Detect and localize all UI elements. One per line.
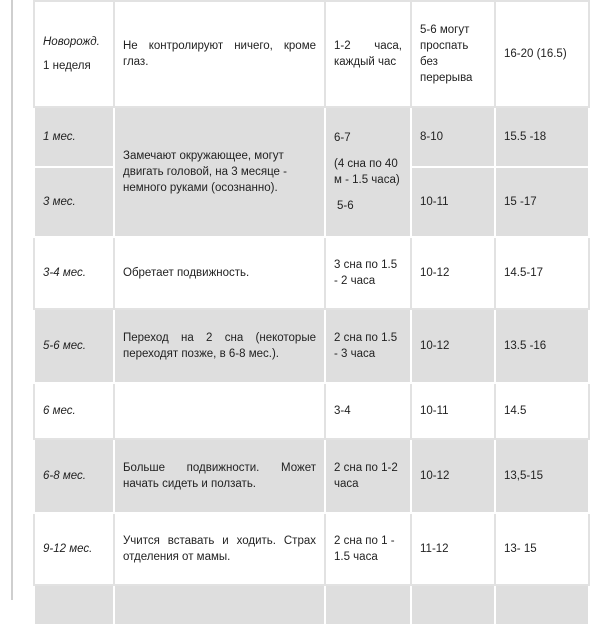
skills-cell-merged — [114, 107, 325, 237]
table-row — [34, 439, 589, 513]
total-sleep-cell — [495, 585, 589, 625]
age-sublabel: 1 неделя — [43, 60, 91, 72]
naps-1m: 6-7 — [334, 132, 351, 144]
skills-cell: Не контролируют ничего, кроме глаз. — [114, 1, 325, 107]
skills-text: Замечают окружающее, могут двигать головой, на 3 месяце - немного руками (осознанно). — [123, 150, 287, 194]
total-sleep-cell: 13.5 -16 — [495, 309, 589, 383]
age-cell: 6-8 мес. — [34, 439, 114, 513]
total-sleep-cell: 14.5-17 — [495, 237, 589, 309]
night-sleep-cell — [411, 585, 495, 625]
naps-cell: 2 сна по 1.5 - 3 часа — [325, 309, 411, 383]
sleep-table — [33, 0, 590, 626]
naps-cell: 3-4 — [325, 383, 411, 439]
table-row — [34, 237, 589, 309]
total-sleep-cell: 15 -17 — [495, 167, 589, 237]
night-sleep-cell: 8-10 — [411, 107, 495, 167]
skills-cell: Переход на 2 сна (некоторые переходят позже, в 6-8 мес.). — [114, 309, 325, 383]
age-cell: 9-12 мес. — [34, 513, 114, 585]
naps-cell: 1-2 часа, каждый час — [325, 1, 411, 107]
age-cell: 5-6 мес. — [34, 309, 114, 383]
table-row — [34, 309, 589, 383]
night-sleep-cell: 10-12 — [411, 237, 495, 309]
age-cell — [34, 1, 114, 107]
night-sleep-cell: 11-12 — [411, 513, 495, 585]
night-sleep-cell: 10-12 — [411, 439, 495, 513]
table-row — [34, 1, 589, 107]
total-sleep-cell: 14.5 — [495, 383, 589, 439]
night-sleep-cell: 10-11 — [411, 167, 495, 237]
total-sleep-cell: 15.5 -18 — [495, 107, 589, 167]
skills-cell — [114, 383, 325, 439]
table-row — [34, 513, 589, 585]
naps-cell: 3 сна по 1.5 - 2 часа — [325, 237, 411, 309]
age-cell: 6 мес. — [34, 383, 114, 439]
table-row — [34, 383, 589, 439]
naps-cell: 2 сна по 1 - 1.5 часа — [325, 513, 411, 585]
age-label: Новорожд. — [43, 36, 100, 48]
total-sleep-cell: 13- 15 — [495, 513, 589, 585]
age-cell — [34, 585, 114, 625]
page-left-border — [11, 0, 13, 600]
skills-cell: Обретает подвижность. — [114, 237, 325, 309]
skills-cell — [114, 585, 325, 625]
naps-cell — [325, 585, 411, 625]
naps-cell-merged — [325, 107, 411, 237]
naps-3m: 5-6 — [337, 200, 354, 212]
night-sleep-cell: 5-6 могут проспать без перерыва — [411, 1, 495, 107]
table-row — [34, 585, 589, 625]
age-cell: 1 мес. — [34, 107, 114, 167]
night-sleep-cell: 10-12 — [411, 309, 495, 383]
naps-note: (4 сна по 40 м - 1.5 часа) — [334, 158, 400, 186]
night-sleep-cell: 10-11 — [411, 383, 495, 439]
age-cell: 3 мес. — [34, 167, 114, 237]
naps-cell: 2 сна по 1-2 часа — [325, 439, 411, 513]
age-cell: 3-4 мес. — [34, 237, 114, 309]
skills-cell: Больше подвижности. Может начать сидеть и ползать. — [114, 439, 325, 513]
skills-cell: Учится вставать и ходить. Страх отделения от мамы. — [114, 513, 325, 585]
total-sleep-cell: 16-20 (16.5) — [495, 1, 589, 107]
table-row — [34, 107, 589, 167]
total-sleep-cell: 13,5-15 — [495, 439, 589, 513]
